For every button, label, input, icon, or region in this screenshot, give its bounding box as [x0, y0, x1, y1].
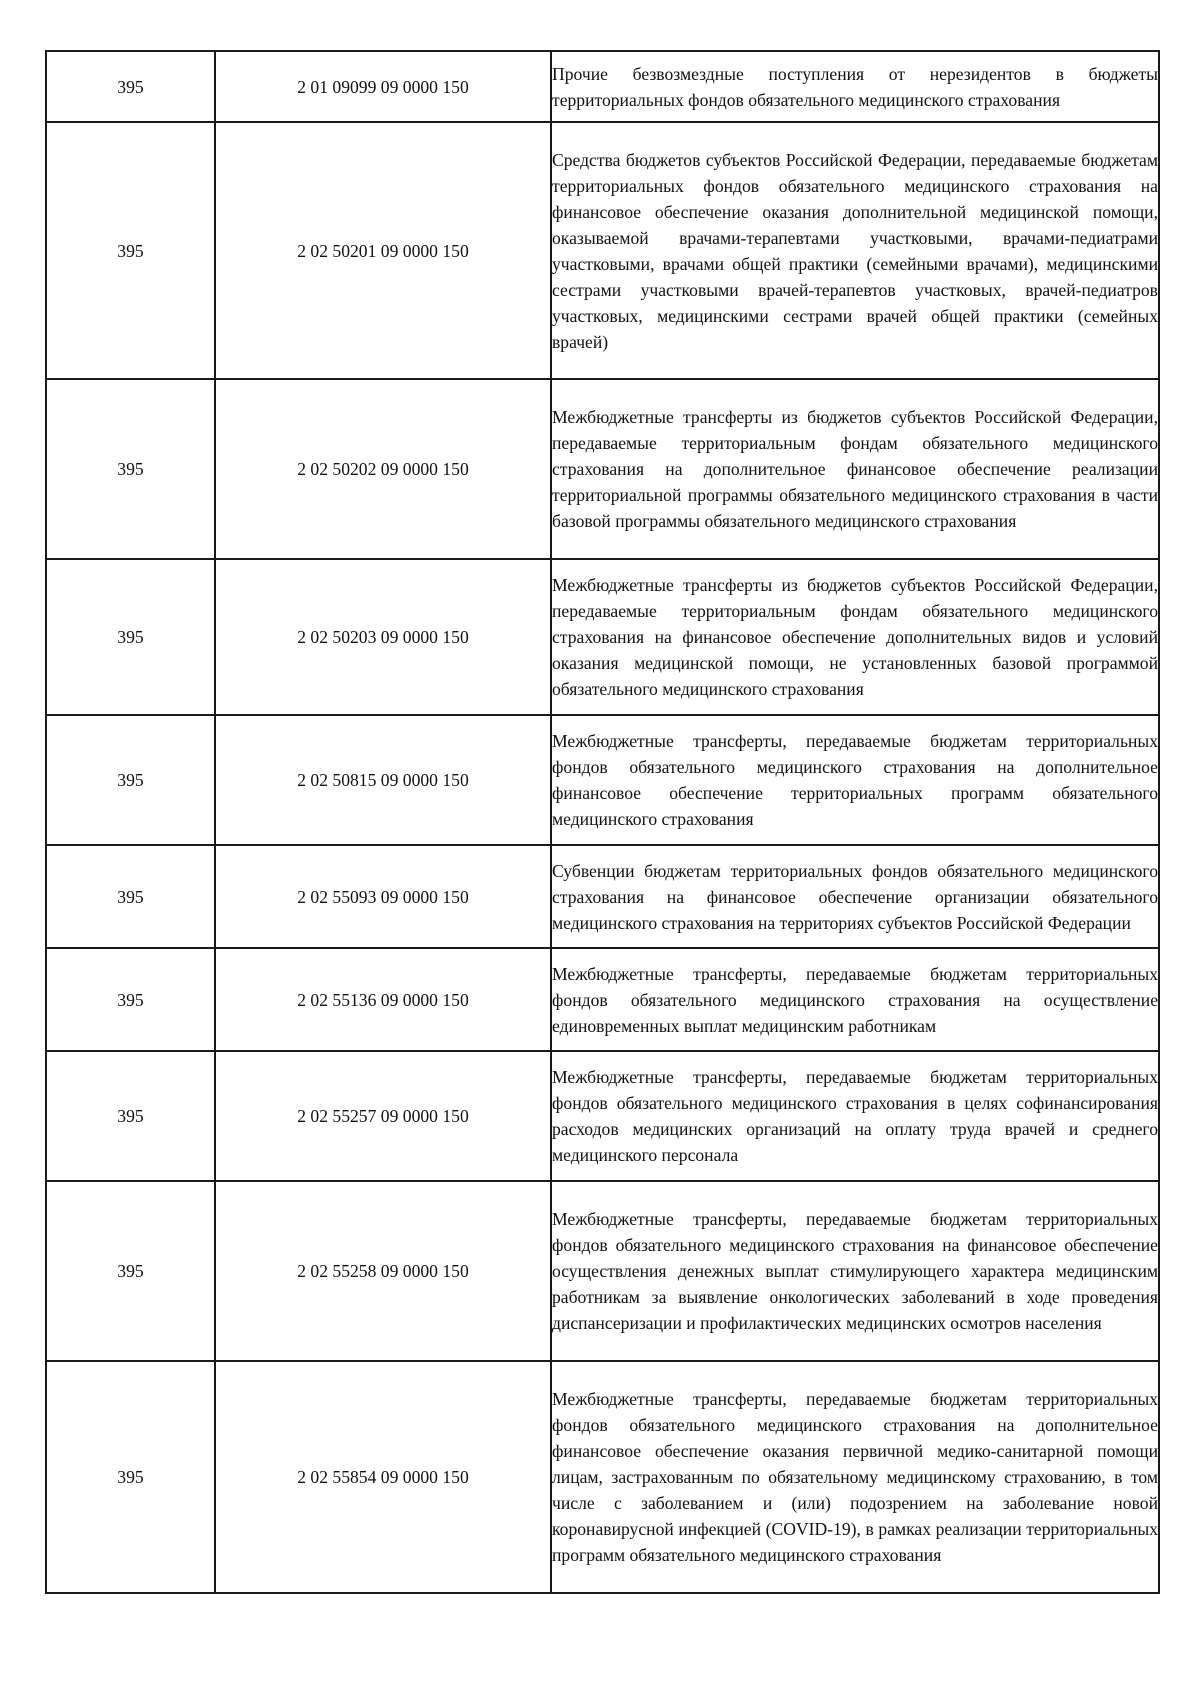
budget-code-cell: 2 02 50815 09 0000 150	[215, 715, 551, 845]
admin-code-cell: 395	[46, 948, 215, 1051]
budget-code-cell: 2 02 50201 09 0000 150	[215, 122, 551, 379]
admin-code-cell: 395	[46, 845, 215, 948]
description-cell: Средства бюджетов субъектов Российской Федерации, передаваемые бюджетам территориальных фондов обязательного медицинского страхования на финансовое обеспечение оказания дополнительной медицинской помощи, оказываемой врачами-терапевтами участковыми, врачами-педиатрами участковыми, врачами общей практики (семейными врачами), медицинскими сестрами участковыми врачей-терапевтов участковых, врачей-педиатров участковых, медицинскими сестрами врачей общей практики (семейных врачей)	[551, 122, 1159, 379]
admin-code-cell: 395	[46, 1181, 215, 1361]
budget-code-cell: 2 02 50203 09 0000 150	[215, 559, 551, 715]
description-cell: Межбюджетные трансферты из бюджетов субъектов Российской Федерации, передаваемые территориальным фондам обязательного медицинского страхования на дополнительное финансовое обеспечение реализации территориальной программы обязательного медицинского страхования в части базовой программы обязательного медицинского страхования	[551, 379, 1159, 559]
admin-code-cell: 395	[46, 51, 215, 122]
budget-code-cell: 2 02 55093 09 0000 150	[215, 845, 551, 948]
table-row	[46, 51, 1159, 122]
description-cell: Прочие безвозмездные поступления от нерезидентов в бюджеты территориальных фондов обязательного медицинского страхования	[551, 51, 1159, 122]
description-cell: Межбюджетные трансферты, передаваемые бюджетам территориальных фондов обязательного медицинского страхования на дополнительное финансовое обеспечение оказания первичной медико-санитарной помощи лицам, застрахованным по обязательному медицинскому страхованию, в том числе с заболеванием и (или) подозрением на заболевание новой коронавирусной инфекцией (COVID-19), в рамках реализации территориальных программ обязательного медицинского страхования	[551, 1361, 1159, 1593]
table-row	[46, 948, 1159, 1051]
budget-code-cell: 2 02 55854 09 0000 150	[215, 1361, 551, 1593]
admin-code-cell: 395	[46, 715, 215, 845]
budget-code-cell: 2 02 55258 09 0000 150	[215, 1181, 551, 1361]
budget-code-cell: 2 02 55136 09 0000 150	[215, 948, 551, 1051]
admin-code-cell: 395	[46, 122, 215, 379]
document-page	[45, 50, 1158, 1594]
admin-code-cell: 395	[46, 1361, 215, 1593]
description-cell: Межбюджетные трансферты, передаваемые бюджетам территориальных фондов обязательного медицинского страхования на дополнительное финансовое обеспечение территориальных программ обязательного медицинского страхования	[551, 715, 1159, 845]
admin-code-cell: 395	[46, 379, 215, 559]
table-row	[46, 715, 1159, 845]
description-cell: Межбюджетные трансферты, передаваемые бюджетам территориальных фондов обязательного медицинского страхования на финансовое обеспечение осуществления денежных выплат стимулирующего характера медицинским работникам за выявление онкологических заболеваний в ходе проведения диспансеризации и профилактических медицинских осмотров населения	[551, 1181, 1159, 1361]
table-row	[46, 845, 1159, 948]
description-cell: Субвенции бюджетам территориальных фондов обязательного медицинского страхования на финансовое обеспечение организации обязательного медицинского страхования на территориях субъектов Российской Федерации	[551, 845, 1159, 948]
admin-code-cell: 395	[46, 559, 215, 715]
table-row	[46, 1361, 1159, 1593]
description-cell: Межбюджетные трансферты, передаваемые бюджетам территориальных фондов обязательного медицинского страхования в целях софинансирования расходов медицинских организаций на оплату труда врачей и среднего медицинского персонала	[551, 1051, 1159, 1181]
admin-code-cell: 395	[46, 1051, 215, 1181]
description-cell: Межбюджетные трансферты из бюджетов субъектов Российской Федерации, передаваемые территориальным фондам обязательного медицинского страхования на финансовое обеспечение дополнительных видов и условий оказания медицинской помощи, не установленных базовой программой обязательного медицинского страхования	[551, 559, 1159, 715]
table-row	[46, 379, 1159, 559]
budget-code-cell: 2 02 50202 09 0000 150	[215, 379, 551, 559]
budget-code-cell: 2 02 55257 09 0000 150	[215, 1051, 551, 1181]
budget-code-cell: 2 01 09099 09 0000 150	[215, 51, 551, 122]
table-row	[46, 1051, 1159, 1181]
table-row	[46, 1181, 1159, 1361]
description-cell: Межбюджетные трансферты, передаваемые бюджетам территориальных фондов обязательного медицинского страхования на осуществление единовременных выплат медицинским работникам	[551, 948, 1159, 1051]
table-row	[46, 122, 1159, 379]
table-row	[46, 559, 1159, 715]
budget-codes-table	[45, 50, 1160, 1594]
